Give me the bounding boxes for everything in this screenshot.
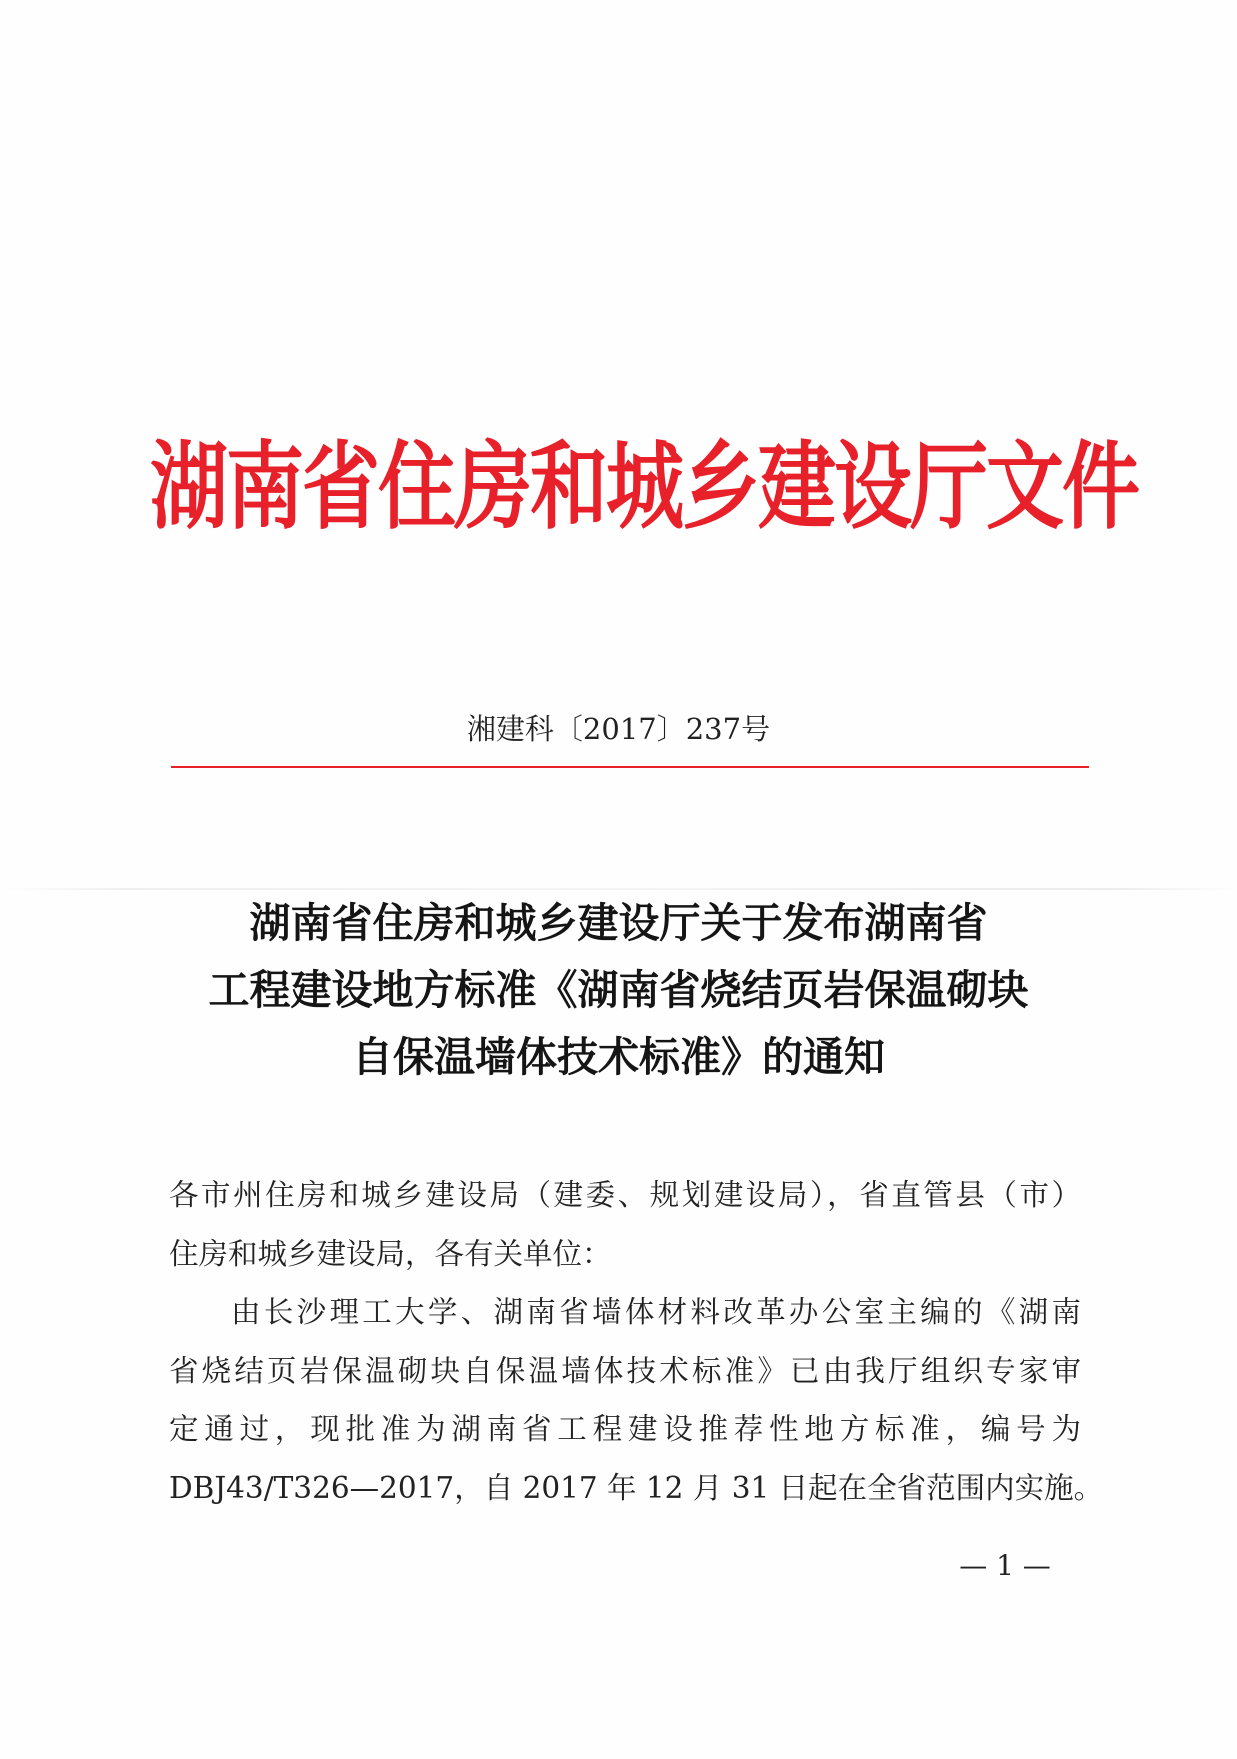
issuer-red-header: 湖南省住房和城乡建设厅文件 [150, 433, 1139, 543]
body-paragraph-line: DBJ43/T326—2017，自 2017 年 12 月 31 日起在全省范围内实施。 [169, 1470, 1104, 1505]
notice-title-line: 工程建设地方标准《湖南省烧结页岩保温砌块 [208, 966, 1029, 1014]
notice-title-line: 湖南省住房和城乡建设厅关于发布湖南省 [249, 899, 988, 947]
body-paragraph-line: 定通过，现批准为湖南省工程建设推荐性地方标准，编号为 [169, 1412, 1081, 1446]
addressee-line: 各市州住房和城乡建设局（建委、规划建设局），省直管县（市） [169, 1178, 1081, 1212]
addressee-line: 住房和城乡建设局，各有关单位： [169, 1236, 612, 1271]
red-divider-line [171, 766, 1089, 768]
page-number: — 1 — [959, 1549, 1051, 1582]
notice-title-line: 自保温墙体技术标准》的通知 [352, 1033, 885, 1081]
notice-title [150, 890, 1087, 1091]
notice-body [169, 1166, 1104, 1517]
document-number: 湘建科〔2017〕237号 [466, 712, 771, 746]
body-paragraph-line: 省烧结页岩保温砌块自保温墙体技术标准》已由我厅组织专家审 [169, 1353, 1081, 1388]
body-paragraph-line: 由长沙理工大学、湖南省墙体材料改革办公室主编的《湖南 [231, 1295, 1081, 1329]
